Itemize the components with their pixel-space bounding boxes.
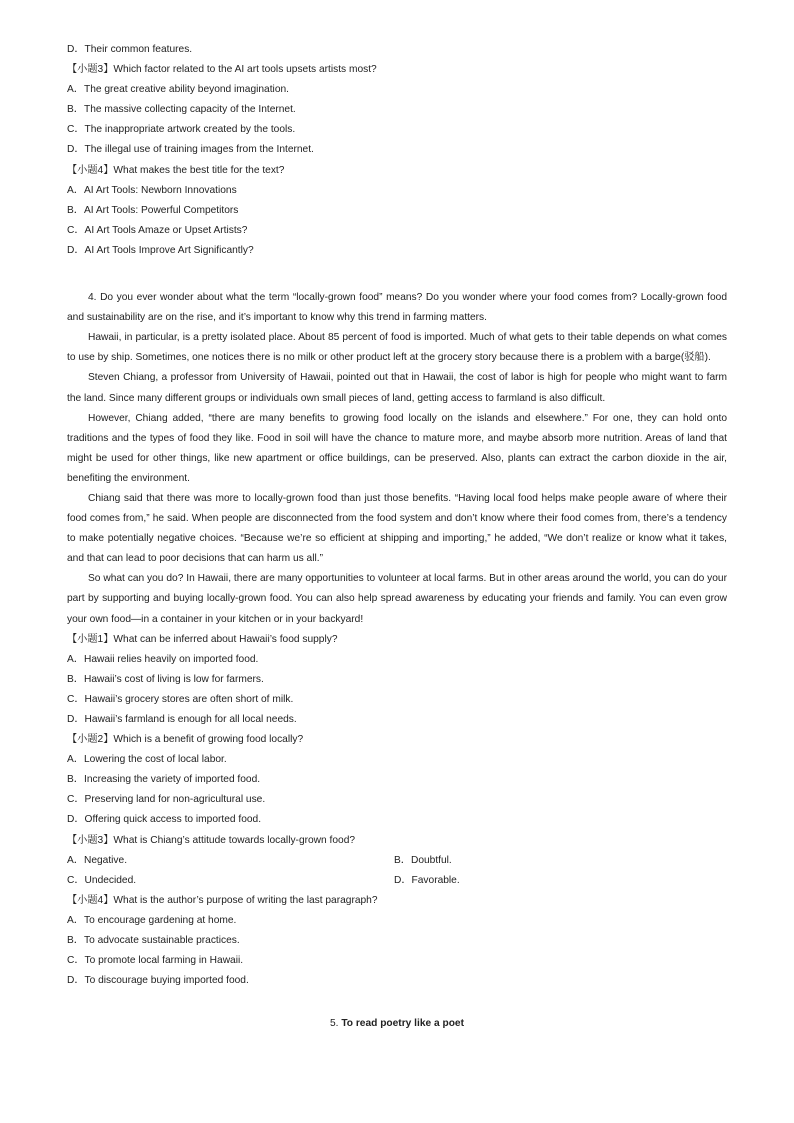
question-stem: 【小题4】What makes the best title for the text? <box>67 164 285 176</box>
option-d: D．Offering quick access to imported food. <box>67 814 262 826</box>
section-number: 5. <box>330 1018 342 1030</box>
option-b: B．Doubtful. <box>394 854 452 866</box>
passage-paragraph: Hawaii, in particular, is a pretty isolated place. About 85 percent of food is imported. Much of what gets to their table depends on what comes to use by ship. Sometimes, one notices there is no milk or other product left at the grocery story because there is a problem with a barge(驳船). <box>67 332 727 364</box>
option-c: C．The inappropriate artwork created by the tools. <box>67 124 296 136</box>
option-c: C．To promote local farming in Hawaii. <box>67 955 244 967</box>
passage-paragraph: However, Chiang added, “there are many benefits to growing food locally on the islands and elsewhere.” For one, they can hold onto traditions and the types of food they like. Food in soil will have the chance to mature more, and maybe absorb more nutrition. Areas of land that might be used for other things, like new apartment or office buildings, can be preserved. Also, plants can extract the carbon dioxide in the air, benefiting the environment. <box>67 412 727 484</box>
passage-paragraph: Steven Chiang, a professor from University of Hawaii, pointed out that in Hawaii, the cost of labor is high for people who might want to farm the land. Since many different groups or individuals own small pieces of land, getting access to farmland is also difficult. <box>67 372 727 404</box>
option-a: A．The great creative ability beyond imagination. <box>67 84 289 96</box>
options-row <box>67 871 727 891</box>
question-stem: 【小题3】What is Chiang’s attitude towards locally-grown food? <box>67 834 356 846</box>
option-c: C．Hawaii’s grocery stores are often short of milk. <box>67 693 294 705</box>
section-title <box>67 1014 727 1034</box>
option-b: B．AI Art Tools: Powerful Competitors <box>67 204 239 216</box>
option-d: D．Favorable. <box>394 874 460 886</box>
passage-paragraph: 4. Do you ever wonder about what the term “locally-grown food” means? Do you wonder where your food comes from? Locally-grown food and sustainability are on the rise, and it’s important to know why this trend in farming matters. <box>67 292 727 324</box>
question-stem: 【小题1】What can be inferred about Hawaii’s food supply? <box>67 633 338 645</box>
option-c: C．AI Art Tools Amaze or Upset Artists? <box>67 224 248 236</box>
question-stem: 【小题2】Which is a benefit of growing food locally? <box>67 734 304 746</box>
passage-paragraph: Chiang said that there was more to locally-grown food than just those benefits. “Having local food helps make people aware of where their food comes from,” he said. When people are disconnected from the food system and don’t know where their food comes from, there’s a tendency to make potentially negative choices. “Because we’re so efficient at shipping and importing,” he added, “We don’t realize or know what it takes, and that can lead to poor decisions that can harm us all.” <box>67 492 727 565</box>
option-d: D．AI Art Tools Improve Art Significantly? <box>67 244 254 256</box>
option-b: B．The massive collecting capacity of the Internet. <box>67 104 296 116</box>
section-title-text: To read poetry like a poet <box>341 1018 464 1030</box>
option-b: B．Increasing the variety of imported food. <box>67 774 261 786</box>
option-b: B．Hawaii’s cost of living is low for farmers. <box>67 673 264 685</box>
option-d: D．The illegal use of training images from the Internet. <box>67 144 314 156</box>
option-a: A．AI Art Tools: Newborn Innovations <box>67 184 237 196</box>
option-a: A．Lowering the cost of local labor. <box>67 754 227 766</box>
option-d: D．To discourage buying imported food. <box>67 975 249 987</box>
option-a: A．To encourage gardening at home. <box>67 914 237 926</box>
option-d: D．Hawaii’s farmland is enough for all local needs. <box>67 714 297 725</box>
options-row <box>67 851 727 871</box>
option-c: C．Undecided. <box>67 874 137 886</box>
prev-question-option-d: D．Their common features. <box>67 44 193 55</box>
passage-paragraph: So what can you do? In Hawaii, there are many opportunities to volunteer at local farms. But in other areas around the world, you can do your part by supporting and buying locally-grown food. You can also help spread awareness by educating your friends and family. You can even grow your own food—in a container in your kitchen or in your backyard! <box>67 573 727 625</box>
option-a: A．Hawaii relies heavily on imported food. <box>67 653 259 665</box>
option-a: A．Negative. <box>67 854 128 866</box>
question-stem: 【小题3】Which factor related to the AI art tools upsets artists most? <box>67 64 377 76</box>
document-page <box>67 40 727 1034</box>
option-c: C．Preserving land for non-agricultural use. <box>67 794 266 806</box>
question-stem: 【小题4】What is the author’s purpose of writing the last paragraph? <box>67 894 378 906</box>
option-b: B．To advocate sustainable practices. <box>67 935 240 947</box>
